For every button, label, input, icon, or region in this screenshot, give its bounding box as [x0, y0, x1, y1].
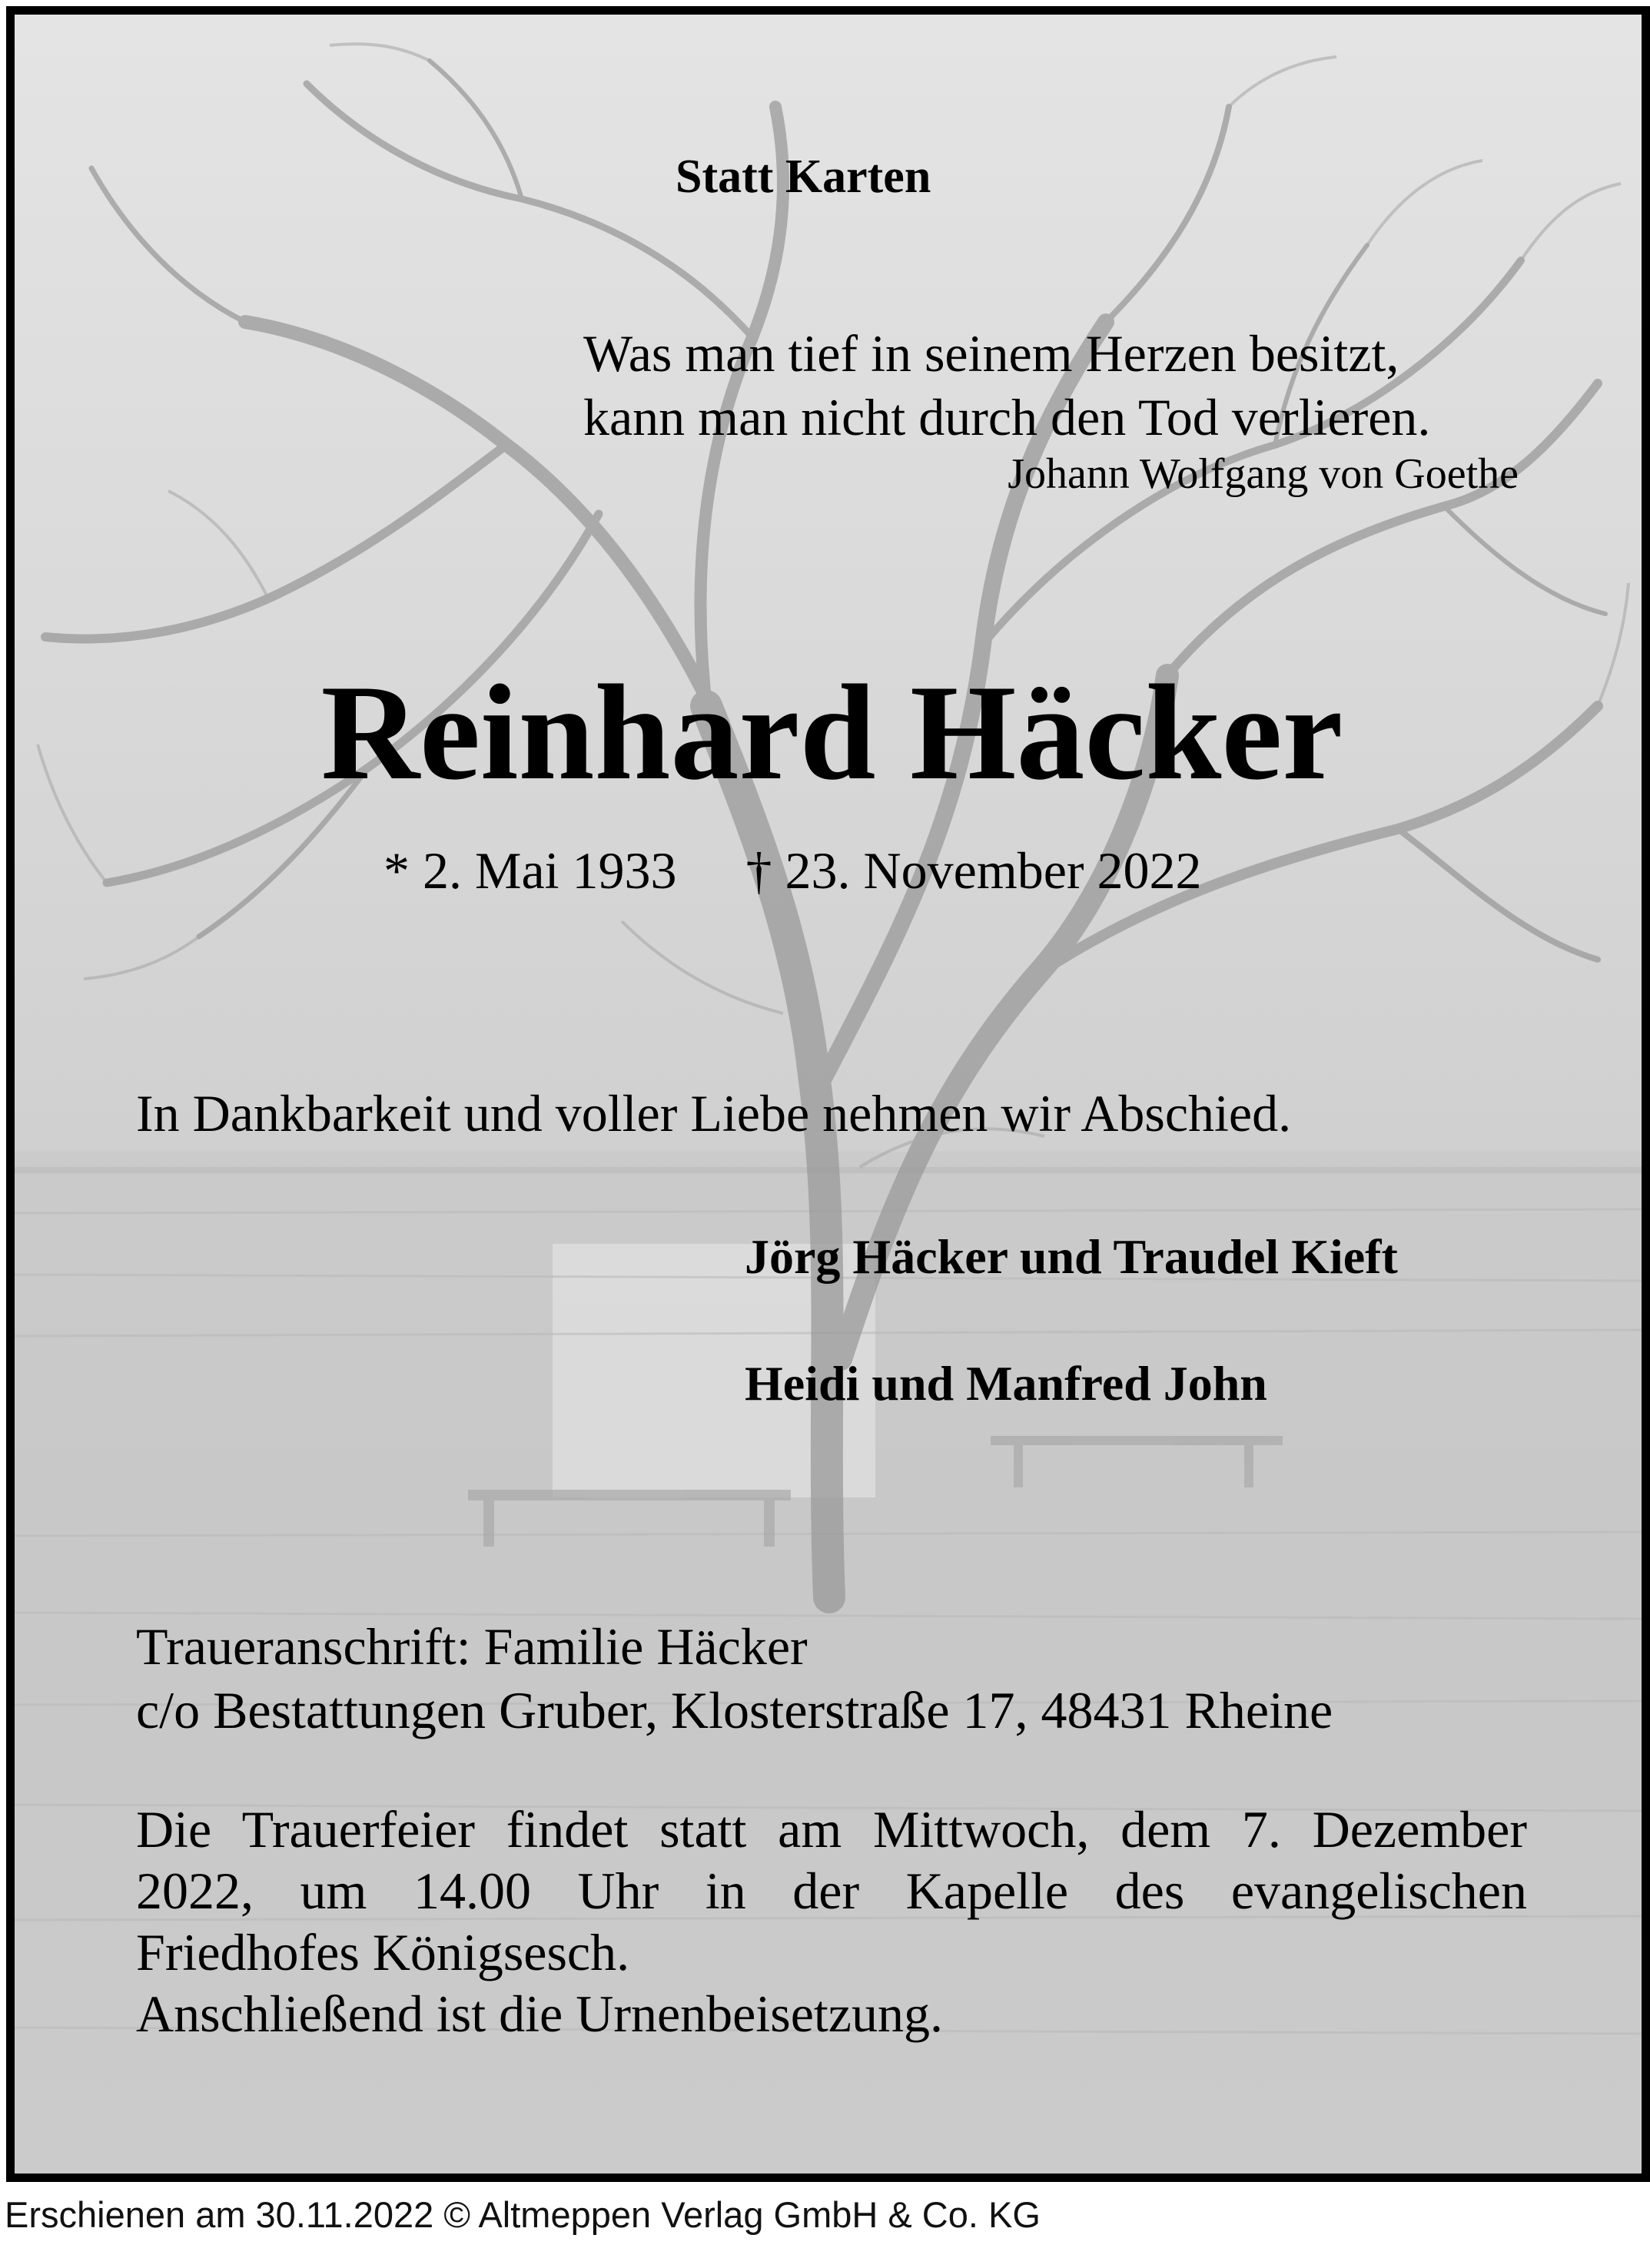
- quote: [583, 322, 1430, 449]
- farewell-text: In Dankbarkeit und voller Liebe nehmen wir Abschied.: [136, 1084, 1292, 1142]
- address-line-2: c/o Bestattungen Gruber, Klosterstraße 17, 48431 Rheine: [136, 1681, 1333, 1739]
- address-line-1: Traueranschrift: Familie Häcker: [136, 1617, 808, 1676]
- publication-footer: Erschienen am 30.11.2022 © Altmeppen Verlag GmbH & Co. KG: [5, 2194, 1041, 2235]
- header-statt-karten: Statt Karten: [676, 151, 931, 203]
- mourner-name: Heidi und Manfred John: [745, 1356, 1267, 1411]
- life-dates: [383, 841, 1202, 900]
- birth-date: * 2. Mai 1933: [383, 841, 677, 900]
- ceremony-info: [136, 1799, 1527, 2044]
- ceremony-line-3: Friedhofes Königsesch.: [136, 1923, 630, 1981]
- quote-line-2: kann man nicht durch den Tod verlieren.: [583, 388, 1431, 446]
- obituary-notice: [6, 6, 1650, 2182]
- ceremony-line-4: Anschließend ist die Urnenbeisetzung.: [136, 1984, 943, 2043]
- deceased-name: Reinhard Häcker: [320, 656, 1343, 808]
- ceremony-line-1: Die Trauerfeier findet statt am Mittwoch, dem 7. Dezember: [136, 1800, 1527, 1858]
- mourner-name: Jörg Häcker und Traudel Kieft: [745, 1229, 1398, 1284]
- quote-author: Johann Wolfgang von Goethe: [1008, 450, 1519, 498]
- mourning-address: [136, 1615, 1333, 1742]
- ceremony-line-2: 2022, um 14.00 Uhr in der Kapelle des evangelischen: [136, 1862, 1527, 1920]
- death-date: † 23. November 2022: [745, 841, 1202, 900]
- quote-line-1: Was man tief in seinem Herzen besitzt,: [583, 324, 1399, 383]
